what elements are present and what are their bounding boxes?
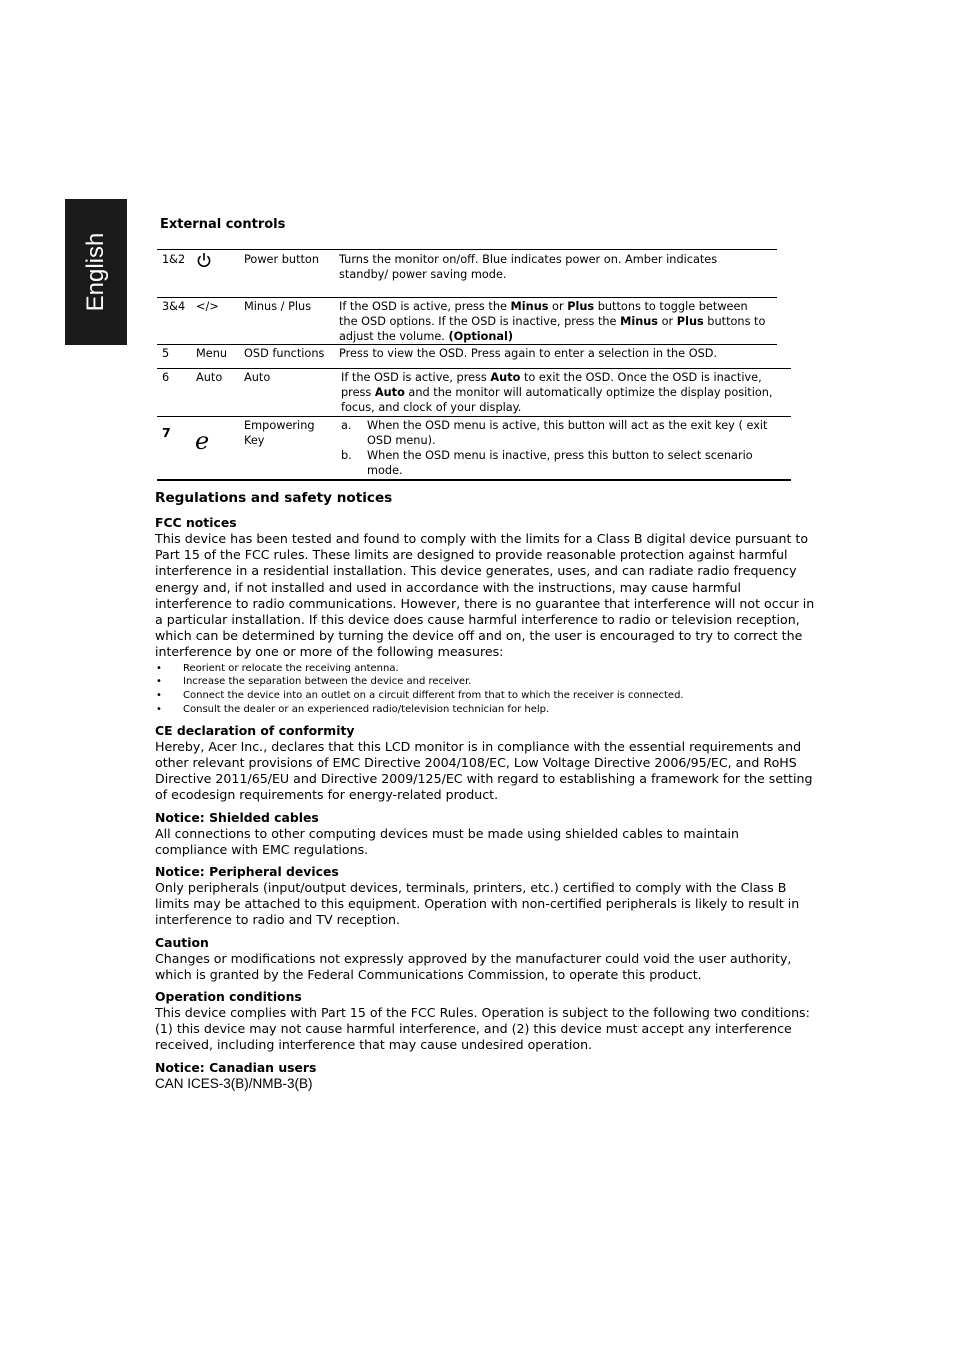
section-text: All connections to other computing devices must be made using shielded cables to maintain compliance with EMC regulations. [155, 825, 739, 857]
shielded-cables-notice [155, 810, 815, 858]
control-number: 3&4 [162, 300, 186, 313]
control-description [341, 418, 789, 478]
section-text: CAN ICES-3(B)/NMB-3(B) [155, 1075, 313, 1091]
control-number: 6 [162, 371, 170, 384]
control-name: Empowering Key [244, 419, 315, 447]
section-heading: Operation conditions [155, 989, 302, 1005]
table-rule [157, 297, 777, 298]
peripheral-devices-notice [155, 864, 815, 929]
list-item: • Reorient or relocate the receiving antenna. [155, 662, 815, 676]
section-text: This device complies with Part 15 of the FCC Rules. Operation is subject to the following two conditions: (1) this device may not cause harmful interference, and (2) this device must accept any interference received, including interference that may cause undesired operation. [155, 1005, 810, 1053]
control-number: 1&2 [162, 253, 186, 266]
regulations-section [155, 489, 815, 1098]
auto-symbol: Auto [196, 371, 223, 384]
control-description: If the OSD is active, press the Minus or Plus buttons to toggle between the OSD options. If the OSD is inactive, press the Minus or Plus buttons to adjust the volume. (Optional) [339, 300, 766, 343]
table-rule [157, 368, 791, 369]
control-name: Minus / Plus [244, 300, 312, 313]
list-item: b. When the OSD menu is inactive, press this button to select scenario mode. [341, 449, 753, 477]
empowering-e-icon [193, 430, 239, 458]
section-text: Hereby, Acer Inc., declares that this LCD monitor is in compliance with the essential requirements and other relevant provisions of EMC Directive 2004/108/EC, Low Voltage Directive 2006/95/EC, and RoHS Directive 2011/65/EU and Directive 2009/125/EC with regard to establishing a framework for the setting of ecodesign requirements for energy-related product. [155, 738, 813, 803]
table-rule [157, 479, 791, 481]
section-text: Only peripherals (input/output devices, terminals, printers, etc.) certified to comply with the Class B limits may be attached to this equipment. Operation with non-certified peripherals is likely to result in interference to radio and TV reception. [155, 880, 800, 928]
menu-symbol: Menu [196, 347, 228, 360]
regulations-heading: Regulations and safety notices [155, 490, 393, 506]
control-name: OSD functions [244, 347, 325, 360]
list-item: a. When the OSD menu is active, this button will act as the exit key ( exit OSD menu). [341, 419, 768, 447]
control-description: If the OSD is active, press Auto to exit the OSD. Once the OSD is inactive, press Auto and the monitor will automatically optimize the display position, focus, and clock of your display. [341, 371, 773, 414]
section-heading: Notice: Shielded cables [155, 809, 319, 825]
control-name: Power button [244, 253, 320, 266]
control-number: 5 [162, 347, 170, 360]
power-icon [196, 252, 242, 273]
section-text: Changes or modifications not expressly approved by the manufacturer could void the user authority, which is granted by the Federal Communications Commission, to operate this product. [155, 950, 792, 982]
minus-plus-symbol: </> [196, 300, 219, 313]
fcc-measures-list [155, 662, 815, 717]
control-number: 7 [162, 425, 171, 440]
external-controls-heading: External controls [160, 217, 286, 232]
section-heading: CE declaration of conformity [155, 722, 355, 738]
control-description: Press to view the OSD. Press again to enter a selection in the OSD. [339, 347, 718, 360]
table-rule [157, 344, 777, 345]
ce-declaration [155, 723, 815, 804]
svg-text:e: e [195, 430, 210, 454]
section-heading: FCC notices [155, 515, 237, 530]
fcc-notices [155, 515, 815, 717]
section-heading: Notice: Peripheral devices [155, 864, 339, 880]
operation-conditions [155, 989, 815, 1054]
language-tab-label: English [82, 232, 109, 312]
section-heading: Notice: Canadian users [155, 1059, 317, 1075]
language-side-tab [65, 199, 127, 345]
caution-notice [155, 935, 815, 983]
canadian-users-notice [155, 1060, 815, 1092]
list-item: • Connect the device into an outlet on a circuit different from that to which the receiver is connected. [155, 689, 815, 703]
list-item: • Increase the separation between the device and receiver. [155, 675, 815, 689]
section-text: This device has been tested and found to comply with the limits for a Class B digital device pursuant to Part 15 of the FCC rules. These limits are designed to provide reasonable protection against harmful interference in a residential installation. This device generates, uses, and can radiate radio frequency energy and, if not installed and used in accordance with the instructions, may cause harmful interference to radio communications. However, there is no guarantee that interference will not occur in a particular installation. If this device does cause harmful interference to radio or television reception, which can be determined by turning the device off and on, the user is encouraged to try to correct the interference by one or more of the following measures: [155, 531, 815, 660]
list-item: • Consult the dealer or an experienced radio/television technician for help. [155, 703, 815, 717]
control-description: Turns the monitor on/off. Blue indicates power on. Amber indicates standby/ power saving mode. [339, 253, 718, 281]
control-name: Auto [244, 371, 271, 384]
section-heading: Caution [155, 934, 209, 950]
table-rule [157, 416, 791, 417]
table-rule [157, 249, 777, 250]
